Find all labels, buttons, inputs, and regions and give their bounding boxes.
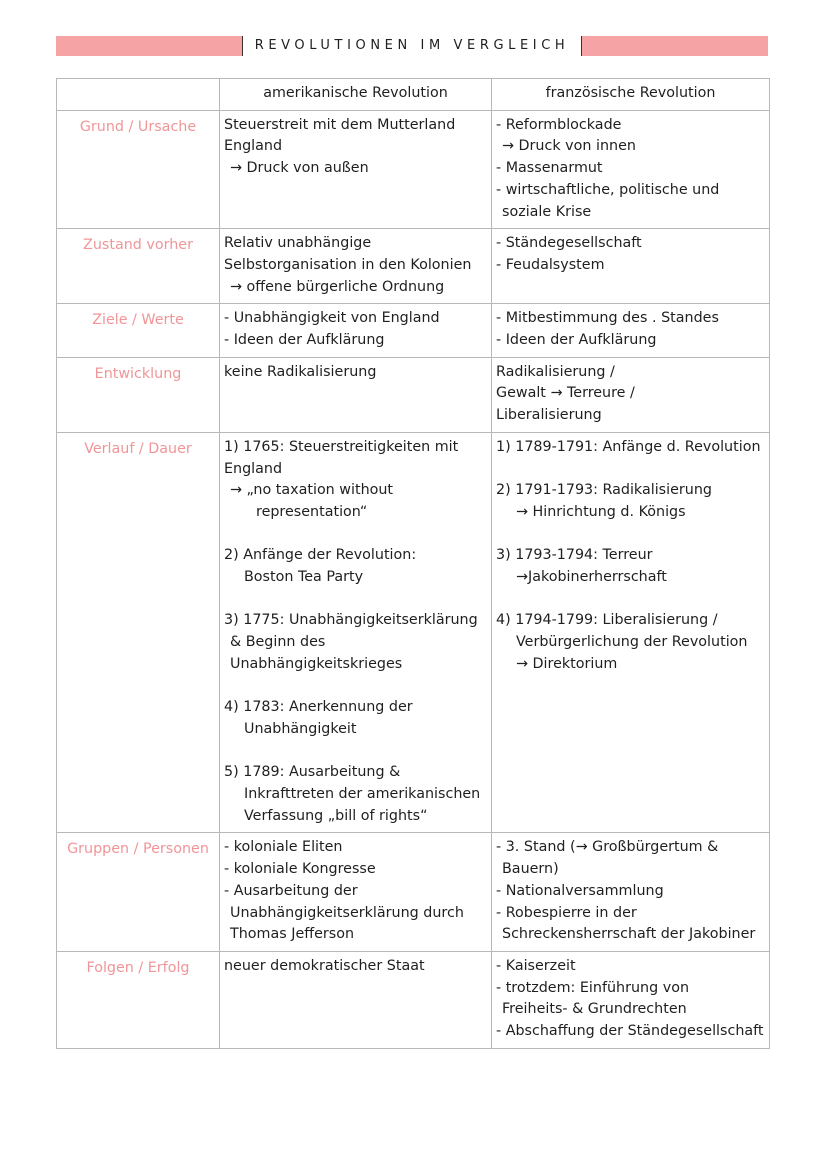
cell-line: Relativ unabhängige bbox=[224, 235, 372, 252]
cell-line: 1) 1765: Steuerstreitigkeiten mit bbox=[224, 438, 459, 455]
cell-line: 3) 1775: Unabhängigkeitserklärung bbox=[224, 612, 478, 629]
table-row bbox=[57, 229, 770, 304]
row-label: Folgen / Erfolg bbox=[57, 951, 220, 1048]
spacer bbox=[224, 524, 487, 546]
cell-line: keine Radikalisierung bbox=[224, 363, 377, 380]
cell-line: & Beginn des bbox=[230, 634, 326, 651]
cell-line: Schreckensherrschaft der Jakobiner bbox=[502, 926, 756, 943]
header-empty-cell bbox=[57, 79, 220, 111]
table-row bbox=[57, 304, 770, 357]
cell-line: → Hinrichtung d. Königs bbox=[516, 503, 686, 520]
row-label: Gruppen / Personen bbox=[57, 833, 220, 952]
spacer bbox=[496, 589, 765, 611]
row-label: Ziele / Werte bbox=[57, 304, 220, 357]
cell-line: Freiheits- & Grundrechten bbox=[502, 1001, 687, 1018]
american-cell bbox=[220, 357, 492, 432]
cell-line: → Direktorium bbox=[516, 655, 618, 672]
french-cell bbox=[492, 951, 770, 1048]
table-row bbox=[57, 357, 770, 432]
header-row bbox=[57, 79, 770, 111]
spacer bbox=[224, 676, 487, 698]
cell-line: Unabhängigkeitskrieges bbox=[230, 655, 403, 672]
cell-line: Steuerstreit mit dem Mutterland bbox=[224, 116, 456, 133]
cell-line: neuer demokratischer Staat bbox=[224, 957, 425, 974]
cell-line: 2) 1791-1793: Radikalisierung bbox=[496, 482, 712, 499]
cell-line: - Nationalversammlung bbox=[496, 882, 664, 899]
cell-line: Thomas Jefferson bbox=[230, 926, 355, 943]
american-cell bbox=[220, 304, 492, 357]
french-cell bbox=[492, 432, 770, 833]
french-cell bbox=[492, 229, 770, 304]
cell-line: Inkrafttreten der amerikanischen bbox=[244, 786, 481, 803]
american-cell bbox=[220, 951, 492, 1048]
cell-line: - Ständegesellschaft bbox=[496, 235, 642, 252]
cell-line: → „no taxation without bbox=[230, 482, 394, 499]
spacer bbox=[224, 741, 487, 763]
cell-line: 4) 1783: Anerkennung der bbox=[224, 699, 413, 716]
spacer bbox=[496, 459, 765, 481]
header-american: amerikanische Revolution bbox=[220, 79, 492, 111]
row-label: Entwicklung bbox=[57, 357, 220, 432]
cell-line: 2) Anfänge der Revolution: bbox=[224, 547, 417, 564]
cell-line: - Ideen der Aufklärung bbox=[224, 332, 385, 349]
cell-line: - Mitbestimmung des . Standes bbox=[496, 310, 719, 327]
spacer bbox=[224, 589, 487, 611]
cell-line: - Abschaffung der Ständegesellschaft bbox=[496, 1023, 764, 1040]
french-cell bbox=[492, 357, 770, 432]
cell-line: Boston Tea Party bbox=[244, 569, 364, 586]
row-label: Grund / Ursache bbox=[57, 110, 220, 229]
american-cell bbox=[220, 229, 492, 304]
cell-line: - Ideen der Aufklärung bbox=[496, 332, 657, 349]
header-french: französische Revolution bbox=[492, 79, 770, 111]
cell-line: - Feudalsystem bbox=[496, 256, 605, 273]
cell-line: Bauern) bbox=[502, 861, 559, 878]
cell-line: 4) 1794-1799: Liberalisierung / bbox=[496, 612, 718, 629]
french-cell bbox=[492, 833, 770, 952]
french-cell bbox=[492, 110, 770, 229]
cell-line: 5) 1789: Ausarbeitung & bbox=[224, 764, 401, 781]
cell-line: - wirtschaftliche, politische und bbox=[496, 181, 720, 198]
cell-line: - Unabhängigkeit von England bbox=[224, 310, 440, 327]
cell-line: → Druck von außen bbox=[230, 160, 369, 177]
page-title: REVOLUTIONEN IM VERGLEICH bbox=[242, 36, 582, 56]
table-row bbox=[57, 951, 770, 1048]
cell-line: Verbürgerlichung der Revolution bbox=[516, 634, 748, 651]
cell-line: Liberalisierung bbox=[496, 407, 602, 424]
cell-line: - trotzdem: Einführung von bbox=[496, 979, 690, 996]
cell-line: Unabhängigkeit bbox=[244, 720, 357, 737]
cell-line: - koloniale Eliten bbox=[224, 839, 343, 856]
cell-line: representation“ bbox=[256, 503, 368, 520]
table-row bbox=[57, 432, 770, 833]
french-cell bbox=[492, 304, 770, 357]
american-cell bbox=[220, 110, 492, 229]
cell-line: England bbox=[224, 138, 283, 155]
table-row bbox=[57, 833, 770, 952]
table-row bbox=[57, 110, 770, 229]
cell-line: soziale Krise bbox=[502, 203, 592, 220]
cell-line: 1) 1789-1791: Anfänge d. Revolution bbox=[496, 438, 761, 455]
cell-line: - Reformblockade bbox=[496, 116, 622, 133]
cell-line: Selbstorganisation in den Kolonien bbox=[224, 256, 472, 273]
cell-line: Gewalt → Terreure / bbox=[496, 385, 635, 402]
cell-line: Radikalisierung / bbox=[496, 363, 615, 380]
american-cell bbox=[220, 833, 492, 952]
cell-line: - Robespierre in der bbox=[496, 904, 637, 921]
row-label: Verlauf / Dauer bbox=[57, 432, 220, 833]
cell-line: - koloniale Kongresse bbox=[224, 861, 376, 878]
cell-line: 3) 1793-1794: Terreur bbox=[496, 547, 653, 564]
cell-line: - Kaiserzeit bbox=[496, 957, 576, 974]
cell-line: → Druck von innen bbox=[502, 138, 636, 155]
row-label: Zustand vorher bbox=[57, 229, 220, 304]
cell-line: →Jakobinerherrschaft bbox=[516, 569, 667, 586]
cell-line: England bbox=[224, 460, 283, 477]
spacer bbox=[496, 524, 765, 546]
cell-line: - Ausarbeitung der bbox=[224, 882, 358, 899]
american-cell bbox=[220, 432, 492, 833]
cell-line: Verfassung „bill of rights“ bbox=[244, 807, 428, 824]
cell-line: → offene bürgerliche Ordnung bbox=[230, 278, 445, 295]
cell-line: - Massenarmut bbox=[496, 160, 603, 177]
cell-line: - 3. Stand (→ Großbürgertum & bbox=[496, 839, 719, 856]
comparison-table bbox=[56, 78, 770, 1049]
cell-line: Unabhängigkeitserklärung durch bbox=[230, 904, 464, 921]
